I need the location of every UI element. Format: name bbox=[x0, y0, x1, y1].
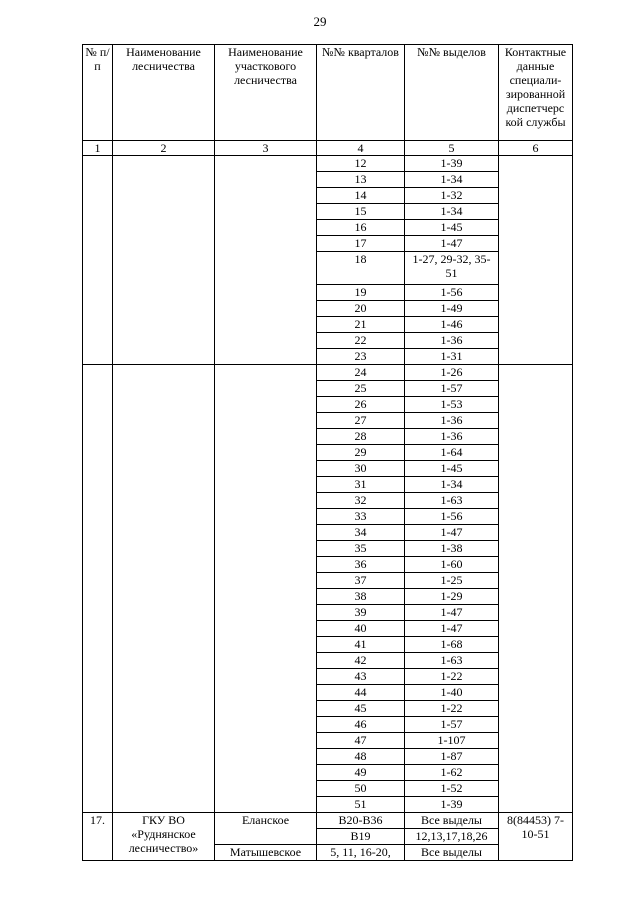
allotment-cell: 1-39 bbox=[405, 797, 499, 813]
quarter-cell: 49 bbox=[317, 765, 405, 781]
quarter-cell: 39 bbox=[317, 605, 405, 621]
allotment-cell: Все выделы bbox=[405, 845, 499, 861]
empty-cell bbox=[215, 156, 317, 365]
quarter-cell: 46 bbox=[317, 717, 405, 733]
quarter-cell: 25 bbox=[317, 381, 405, 397]
header-contact: Контактные данные специали-зированной диспетчерс кой службы bbox=[499, 45, 573, 141]
allotment-cell: 1-107 bbox=[405, 733, 499, 749]
header-quarters: №№ кварталов bbox=[317, 45, 405, 141]
allotment-cell: 1-29 bbox=[405, 589, 499, 605]
table-row bbox=[83, 365, 573, 381]
column-number: 3 bbox=[215, 141, 317, 156]
quarter-cell: 19 bbox=[317, 285, 405, 301]
quarter-cell: В19 bbox=[317, 829, 405, 845]
allotment-cell: 1-38 bbox=[405, 541, 499, 557]
allotment-cell: 1-57 bbox=[405, 717, 499, 733]
allotment-cell: 1-68 bbox=[405, 637, 499, 653]
quarter-cell: 20 bbox=[317, 301, 405, 317]
quarter-cell: 29 bbox=[317, 445, 405, 461]
quarter-cell: 24 bbox=[317, 365, 405, 381]
allotment-cell: 1-25 bbox=[405, 573, 499, 589]
quarter-cell: 12 bbox=[317, 156, 405, 172]
column-number: 5 bbox=[405, 141, 499, 156]
quarter-cell: 28 bbox=[317, 429, 405, 445]
allotment-cell: 1-62 bbox=[405, 765, 499, 781]
allotment-cell: 1-34 bbox=[405, 172, 499, 188]
forestry-table bbox=[82, 44, 573, 861]
empty-cell bbox=[499, 365, 573, 813]
header-number: № п/п bbox=[83, 45, 113, 141]
empty-cell bbox=[83, 156, 113, 365]
allotment-cell: 1-60 bbox=[405, 557, 499, 573]
allotment-cell: 12,13,17,18,26 bbox=[405, 829, 499, 845]
quarter-cell: 5, 11, 16-20, bbox=[317, 845, 405, 861]
allotment-cell: 1-63 bbox=[405, 493, 499, 509]
allotment-cell: 1-52 bbox=[405, 781, 499, 797]
quarter-cell: 23 bbox=[317, 349, 405, 365]
quarter-cell: 32 bbox=[317, 493, 405, 509]
column-number: 6 bbox=[499, 141, 573, 156]
quarter-cell: 41 bbox=[317, 637, 405, 653]
column-number-row bbox=[83, 141, 573, 156]
allotment-cell: 1-45 bbox=[405, 220, 499, 236]
allotment-cell: 1-39 bbox=[405, 156, 499, 172]
column-number: 2 bbox=[113, 141, 215, 156]
quarter-cell: 43 bbox=[317, 669, 405, 685]
quarter-cell: 42 bbox=[317, 653, 405, 669]
quarter-cell: 44 bbox=[317, 685, 405, 701]
header-allotments: №№ выделов bbox=[405, 45, 499, 141]
allotment-cell: 1-26 bbox=[405, 365, 499, 381]
allotment-cell: 1-22 bbox=[405, 669, 499, 685]
quarter-cell: 45 bbox=[317, 701, 405, 717]
quarter-cell: 48 bbox=[317, 749, 405, 765]
table-row bbox=[83, 813, 573, 829]
quarter-cell: 31 bbox=[317, 477, 405, 493]
allotment-cell: 1-47 bbox=[405, 525, 499, 541]
quarter-cell: 30 bbox=[317, 461, 405, 477]
empty-cell bbox=[113, 156, 215, 365]
column-number: 1 bbox=[83, 141, 113, 156]
allotment-cell: 1-57 bbox=[405, 381, 499, 397]
quarter-cell: 35 bbox=[317, 541, 405, 557]
header-forestry: Наименование лесничества bbox=[113, 45, 215, 141]
quarter-cell: 33 bbox=[317, 509, 405, 525]
quarter-cell: 27 bbox=[317, 413, 405, 429]
allotment-cell: 1-46 bbox=[405, 317, 499, 333]
quarter-cell: 13 bbox=[317, 172, 405, 188]
allotment-cell: 1-34 bbox=[405, 477, 499, 493]
empty-cell bbox=[499, 156, 573, 365]
allotment-cell: 1-31 bbox=[405, 349, 499, 365]
quarter-cell: 17 bbox=[317, 236, 405, 252]
quarter-cell: 47 bbox=[317, 733, 405, 749]
header-district-forestry: Наименование участкового лесничества bbox=[215, 45, 317, 141]
allotment-cell: 1-45 bbox=[405, 461, 499, 477]
contact-info: 8(84453) 7-10-51 bbox=[499, 813, 573, 861]
quarter-cell: 15 bbox=[317, 204, 405, 220]
allotment-cell: 1-56 bbox=[405, 285, 499, 301]
allotment-cell: 1-22 bbox=[405, 701, 499, 717]
column-number: 4 bbox=[317, 141, 405, 156]
allotment-cell: 1-27, 29-32, 35-51 bbox=[405, 252, 499, 285]
quarter-cell: 40 bbox=[317, 621, 405, 637]
quarter-cell: 50 bbox=[317, 781, 405, 797]
quarter-cell: 38 bbox=[317, 589, 405, 605]
quarter-cell: 36 bbox=[317, 557, 405, 573]
allotment-cell: 1-47 bbox=[405, 236, 499, 252]
quarter-cell: 18 bbox=[317, 252, 405, 285]
empty-cell bbox=[113, 365, 215, 813]
allotment-cell: 1-64 bbox=[405, 445, 499, 461]
quarter-cell: 34 bbox=[317, 525, 405, 541]
allotment-cell: 1-87 bbox=[405, 749, 499, 765]
page-number: 29 bbox=[313, 14, 327, 29]
quarter-cell: 14 bbox=[317, 188, 405, 204]
quarter-cell: В20-В36 bbox=[317, 813, 405, 829]
allotment-cell: 1-32 bbox=[405, 188, 499, 204]
quarter-cell: 26 bbox=[317, 397, 405, 413]
quarter-cell: 22 bbox=[317, 333, 405, 349]
quarter-cell: 16 bbox=[317, 220, 405, 236]
empty-cell bbox=[83, 365, 113, 813]
allotment-cell: Все выделы bbox=[405, 813, 499, 829]
allotment-cell: 1-49 bbox=[405, 301, 499, 317]
district-forestry-name: Матышевское bbox=[215, 845, 317, 861]
allotment-cell: 1-63 bbox=[405, 653, 499, 669]
allotment-cell: 1-53 bbox=[405, 397, 499, 413]
empty-cell bbox=[215, 365, 317, 813]
allotment-cell: 1-40 bbox=[405, 685, 499, 701]
quarter-cell: 21 bbox=[317, 317, 405, 333]
row-number: 17. bbox=[83, 813, 113, 861]
forestry-name: ГКУ ВО «Руднянское лесничество» bbox=[113, 813, 215, 861]
allotment-cell: 1-34 bbox=[405, 204, 499, 220]
allotment-cell: 1-47 bbox=[405, 605, 499, 621]
allotment-cell: 1-36 bbox=[405, 333, 499, 349]
header-row bbox=[83, 45, 573, 141]
allotment-cell: 1-56 bbox=[405, 509, 499, 525]
district-forestry-name: Еланское bbox=[215, 813, 317, 845]
allotment-cell: 1-47 bbox=[405, 621, 499, 637]
allotment-cell: 1-36 bbox=[405, 413, 499, 429]
quarter-cell: 51 bbox=[317, 797, 405, 813]
table-row bbox=[83, 156, 573, 172]
quarter-cell: 37 bbox=[317, 573, 405, 589]
allotment-cell: 1-36 bbox=[405, 429, 499, 445]
